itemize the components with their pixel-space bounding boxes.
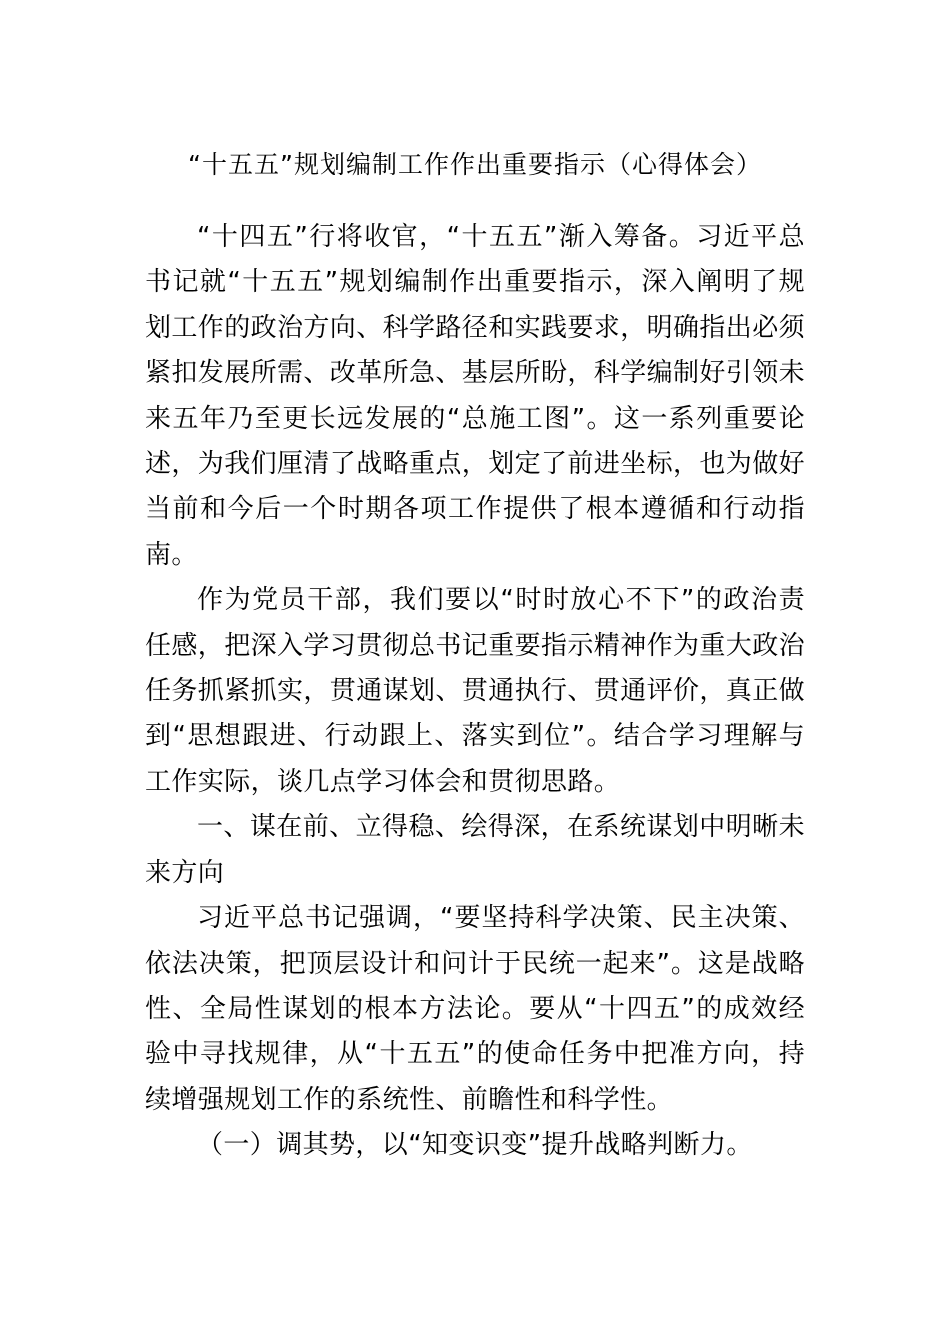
paragraph-intro: “十四五”行将收官，“十五五”渐入筹备。习近平总书记就“十五五”规划编制作出重要指示，深入阐明了规划工作的政治方向、科学路径和实践要求，明确指出必须紧扣发展所需、改革所急、基层所盼，科学编制好引领未来五年乃至更长远发展的“总施工图”。这一系列重要论述，为我们厘清了战略重点，划定了前进坐标，也为做好当前和今后一个时期各项工作提供了根本遵循和行动指南。 — [145, 222, 806, 570]
section-heading-1: 一、谋在前、立得稳、绘得深，在系统谋划中明晰未来方向 — [145, 812, 805, 888]
document-title: “十五五”规划编制工作作出重要指示（心得体会） — [188, 150, 762, 179]
document-body — [145, 215, 805, 1169]
paragraph-section-1: 习近平总书记强调，“要坚持科学决策、民主决策、依法决策，把顶层设计和问计于民统一起来”。这是战略性、全局性谋划的根本方法论。要从“十四五”的成效经验中寻找规律，从“十五五”的使命任务中把准方向，持续增强规划工作的系统性、前瞻性和科学性。 — [145, 903, 805, 1115]
paragraph-responsibility: 作为党员干部，我们要以“时时放心不下”的政治责任感，把深入学习贯彻总书记重要指示精神作为重大政治任务抓紧抓实，贯通谋划、贯通执行、贯通评价，真正做到“思想跟进、行动跟上、落实到位”。结合学习理解与工作实际，谈几点学习体会和贯彻思路。 — [145, 585, 806, 797]
subsection-heading-1: （一）调其势，以“知变识变”提升战略判断力。 — [197, 1130, 753, 1161]
